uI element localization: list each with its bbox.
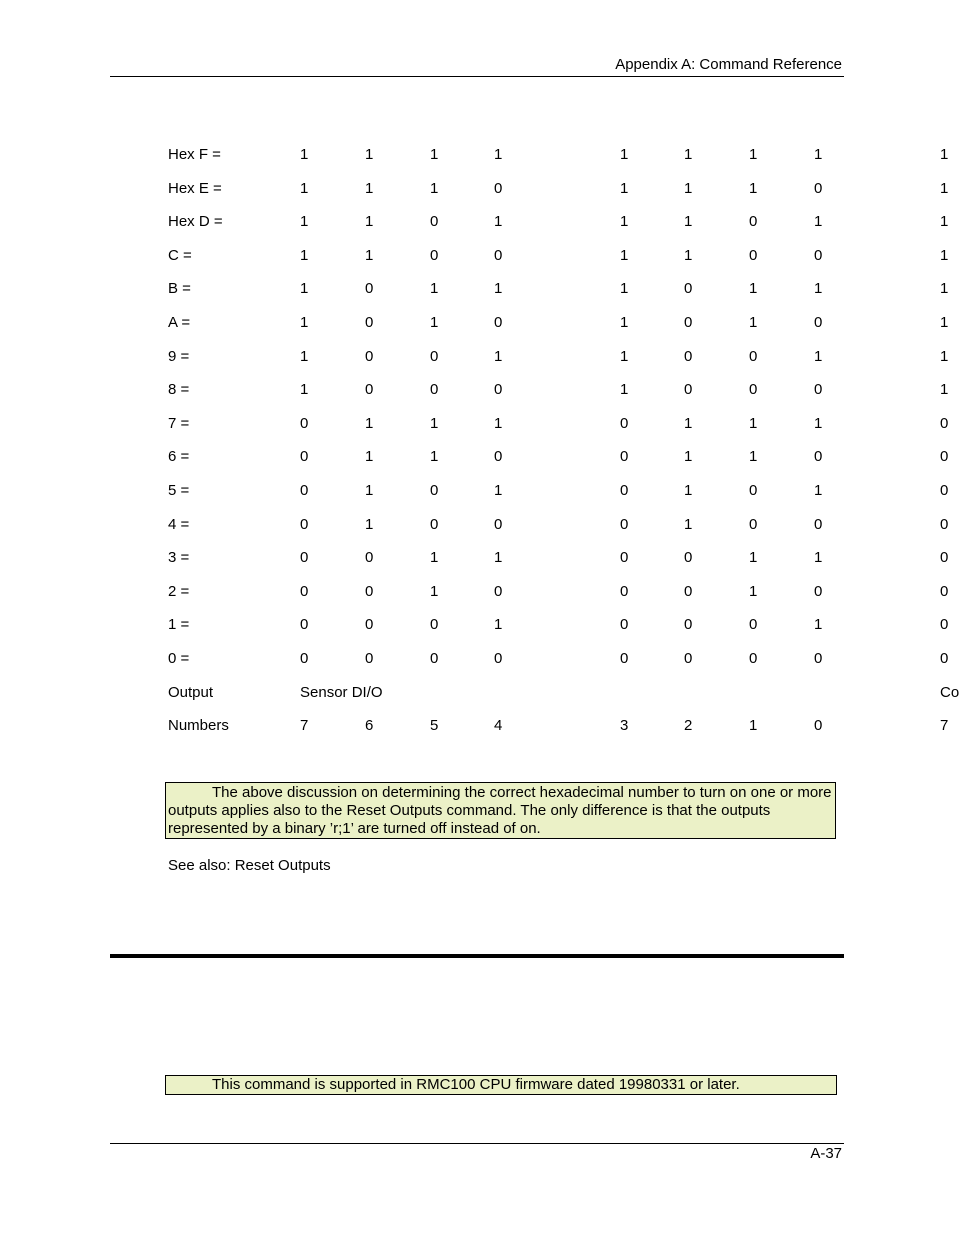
bit-cell: 0	[620, 583, 629, 600]
bit-cell: 1	[300, 180, 309, 197]
row-label: 6 =	[168, 448, 190, 465]
bit-cell: 0	[365, 616, 374, 633]
bit-cell: 1	[430, 146, 439, 163]
bit-cell: 1	[940, 314, 949, 331]
bit-cell: 1	[749, 314, 758, 331]
bit-cell: 1	[814, 616, 823, 633]
bit-cell: 1	[365, 247, 374, 264]
bit-cell: 1	[620, 146, 629, 163]
bit-cell: 0	[430, 482, 439, 499]
bit-cell: 0	[365, 314, 374, 331]
bit-cell: 1	[430, 549, 439, 566]
bit-cell: 0	[940, 549, 949, 566]
bit-cell: 0	[620, 650, 629, 667]
bit-cell: 1	[430, 583, 439, 600]
bit-cell: 0	[494, 650, 503, 667]
bit-cell: 1	[494, 348, 503, 365]
bit-cell: 1	[620, 348, 629, 365]
bit-cell: 1	[684, 247, 693, 264]
bit-cell: 1	[620, 213, 629, 230]
bit-cell: 0	[749, 650, 758, 667]
bit-cell: 0	[494, 583, 503, 600]
bit-cell: 0	[814, 516, 823, 533]
output-group-label: Co	[940, 684, 959, 701]
bit-cell: 1	[749, 549, 758, 566]
bit-cell: 0	[365, 549, 374, 566]
bit-cell: 1	[300, 381, 309, 398]
bit-cell: 0	[814, 650, 823, 667]
bit-cell: 0	[684, 348, 693, 365]
bit-cell: 0	[620, 448, 629, 465]
bit-cell: 1	[684, 448, 693, 465]
bit-cell: 1	[494, 280, 503, 297]
bit-cell: 0	[300, 650, 309, 667]
bit-cell: 1	[814, 415, 823, 432]
bit-cell: 0	[494, 448, 503, 465]
row-label: Hex E =	[168, 180, 222, 197]
see-also-text: See also: Reset Outputs	[168, 857, 331, 874]
bit-cell: 1	[684, 482, 693, 499]
bit-cell: 1	[300, 146, 309, 163]
bit-cell: 1	[940, 146, 949, 163]
bit-cell: 0	[365, 583, 374, 600]
bit-cell: 1	[814, 280, 823, 297]
bit-cell: 1	[620, 247, 629, 264]
bit-cell: 0	[300, 549, 309, 566]
bit-cell: 0	[684, 381, 693, 398]
bit-cell: 1	[940, 280, 949, 297]
output-number: 5	[430, 717, 439, 734]
row-label: 8 =	[168, 381, 190, 398]
page-number: A-37	[810, 1145, 842, 1162]
bit-cell: 0	[749, 247, 758, 264]
bit-cell: 1	[940, 381, 949, 398]
row-label: 0 =	[168, 650, 190, 667]
bit-cell: 1	[749, 280, 758, 297]
bit-cell: 0	[684, 314, 693, 331]
bit-cell: 0	[300, 482, 309, 499]
bit-cell: 1	[365, 213, 374, 230]
bit-cell: 1	[494, 146, 503, 163]
output-number: 4	[494, 717, 503, 734]
bit-cell: 1	[300, 280, 309, 297]
bit-cell: 1	[620, 381, 629, 398]
bit-cell: 1	[300, 314, 309, 331]
bit-cell: 0	[749, 348, 758, 365]
bit-cell: 1	[749, 448, 758, 465]
bit-cell: 1	[494, 549, 503, 566]
bit-cell: 1	[430, 415, 439, 432]
bit-cell: 1	[940, 180, 949, 197]
bit-cell: 1	[430, 448, 439, 465]
bit-cell: 1	[684, 516, 693, 533]
bit-cell: 1	[814, 146, 823, 163]
bit-cell: 1	[365, 516, 374, 533]
bit-cell: 0	[620, 616, 629, 633]
bit-cell: 0	[814, 180, 823, 197]
bit-cell: 1	[494, 213, 503, 230]
bit-cell: 0	[684, 583, 693, 600]
bit-cell: 1	[365, 415, 374, 432]
bit-cell: 1	[940, 247, 949, 264]
row-label: 7 =	[168, 415, 190, 432]
bit-cell: 1	[684, 146, 693, 163]
numbers-label: Numbers	[168, 717, 229, 734]
bit-cell: 0	[814, 583, 823, 600]
row-label: Hex D =	[168, 213, 223, 230]
row-label: 9 =	[168, 348, 190, 365]
bit-cell: 1	[814, 549, 823, 566]
bit-cell: 0	[430, 213, 439, 230]
bit-cell: 0	[430, 516, 439, 533]
bit-cell: 1	[300, 247, 309, 264]
bit-cell: 1	[300, 213, 309, 230]
row-label: 3 =	[168, 549, 190, 566]
bit-cell: 0	[940, 448, 949, 465]
row-label: 5 =	[168, 482, 190, 499]
bit-cell: 1	[300, 348, 309, 365]
bit-cell: 0	[940, 583, 949, 600]
row-label: 4 =	[168, 516, 190, 533]
row-label: Hex F =	[168, 146, 221, 163]
bit-cell: 0	[684, 280, 693, 297]
bit-cell: 1	[749, 583, 758, 600]
bit-cell: 0	[940, 616, 949, 633]
bit-cell: 0	[684, 616, 693, 633]
output-number: 0	[814, 717, 823, 734]
bit-cell: 1	[430, 180, 439, 197]
bit-cell: 0	[940, 516, 949, 533]
output-number: 2	[684, 717, 693, 734]
bit-cell: 1	[814, 348, 823, 365]
bit-cell: 0	[620, 516, 629, 533]
bit-cell: 1	[814, 213, 823, 230]
bit-cell: 0	[300, 415, 309, 432]
output-number: 3	[620, 717, 629, 734]
bit-cell: 1	[494, 415, 503, 432]
bit-cell: 0	[365, 381, 374, 398]
output-number: 1	[749, 717, 758, 734]
bit-cell: 0	[620, 415, 629, 432]
bit-cell: 1	[814, 482, 823, 499]
bit-cell: 1	[430, 314, 439, 331]
output-number: 6	[365, 717, 374, 734]
support-note-text: This command is supported in RMC100 CPU firmware dated 19980331 or later.	[212, 1076, 740, 1093]
row-label: B =	[168, 280, 191, 297]
output-group-label: Sensor DI/O	[300, 684, 383, 701]
bit-cell: 1	[940, 348, 949, 365]
bit-cell: 0	[940, 482, 949, 499]
bit-cell: 1	[749, 180, 758, 197]
bit-cell: 0	[814, 314, 823, 331]
bit-cell: 1	[684, 180, 693, 197]
bit-cell: 0	[620, 549, 629, 566]
bit-cell: 1	[620, 180, 629, 197]
bit-cell: 0	[365, 348, 374, 365]
bit-cell: 0	[365, 280, 374, 297]
bit-cell: 1	[365, 180, 374, 197]
row-label: 1 =	[168, 616, 190, 633]
bit-cell: 1	[749, 146, 758, 163]
bit-cell: 0	[430, 247, 439, 264]
bit-cell: 0	[684, 650, 693, 667]
bit-cell: 0	[620, 482, 629, 499]
output-number: 7	[940, 717, 949, 734]
bit-cell: 0	[749, 516, 758, 533]
bit-cell: 0	[749, 482, 758, 499]
bit-cell: 0	[749, 213, 758, 230]
bit-cell: 1	[365, 146, 374, 163]
row-label: 2 =	[168, 583, 190, 600]
row-label: A =	[168, 314, 191, 331]
bit-cell: 0	[940, 415, 949, 432]
bit-cell: 0	[494, 247, 503, 264]
bit-cell: 0	[749, 616, 758, 633]
bit-cell: 1	[940, 213, 949, 230]
output-number: 7	[300, 717, 309, 734]
bit-cell: 0	[430, 616, 439, 633]
bit-cell: 0	[684, 549, 693, 566]
bit-cell: 0	[494, 516, 503, 533]
bit-cell: 1	[365, 448, 374, 465]
bit-cell: 1	[749, 415, 758, 432]
bit-cell: 0	[300, 516, 309, 533]
bit-cell: 1	[620, 314, 629, 331]
bit-cell: 0	[940, 650, 949, 667]
bit-cell: 0	[430, 381, 439, 398]
bit-cell: 0	[494, 381, 503, 398]
output-label: Output	[168, 684, 214, 701]
bit-cell: 0	[494, 180, 503, 197]
note-box	[165, 782, 836, 839]
bit-cell: 1	[494, 482, 503, 499]
bit-cell: 0	[430, 348, 439, 365]
bit-cell: 0	[814, 448, 823, 465]
bit-cell: 1	[430, 280, 439, 297]
note-text: The above discussion on determining the correct hexadecimal number to turn on one or more outputs applies also to the Reset Outputs command. The only difference is that the outputs represented by a binary ’r;1’ are turned off instead of on.	[168, 784, 832, 837]
section-divider	[110, 954, 844, 958]
page-header-title: Appendix A: Command Reference	[615, 56, 842, 73]
bit-cell: 1	[365, 482, 374, 499]
bit-cell: 0	[749, 381, 758, 398]
bit-cell: 1	[684, 415, 693, 432]
bit-cell: 0	[300, 616, 309, 633]
bit-cell: 1	[494, 616, 503, 633]
row-label: C =	[168, 247, 192, 264]
bit-cell: 0	[430, 650, 439, 667]
bit-cell: 1	[620, 280, 629, 297]
bit-cell: 0	[300, 448, 309, 465]
bit-cell: 0	[494, 314, 503, 331]
bit-cell: 0	[814, 381, 823, 398]
bit-cell: 1	[684, 213, 693, 230]
bit-cell: 0	[365, 650, 374, 667]
bit-cell: 0	[300, 583, 309, 600]
support-note-box	[165, 1075, 837, 1095]
bit-cell: 0	[814, 247, 823, 264]
footer-rule	[110, 1143, 844, 1144]
